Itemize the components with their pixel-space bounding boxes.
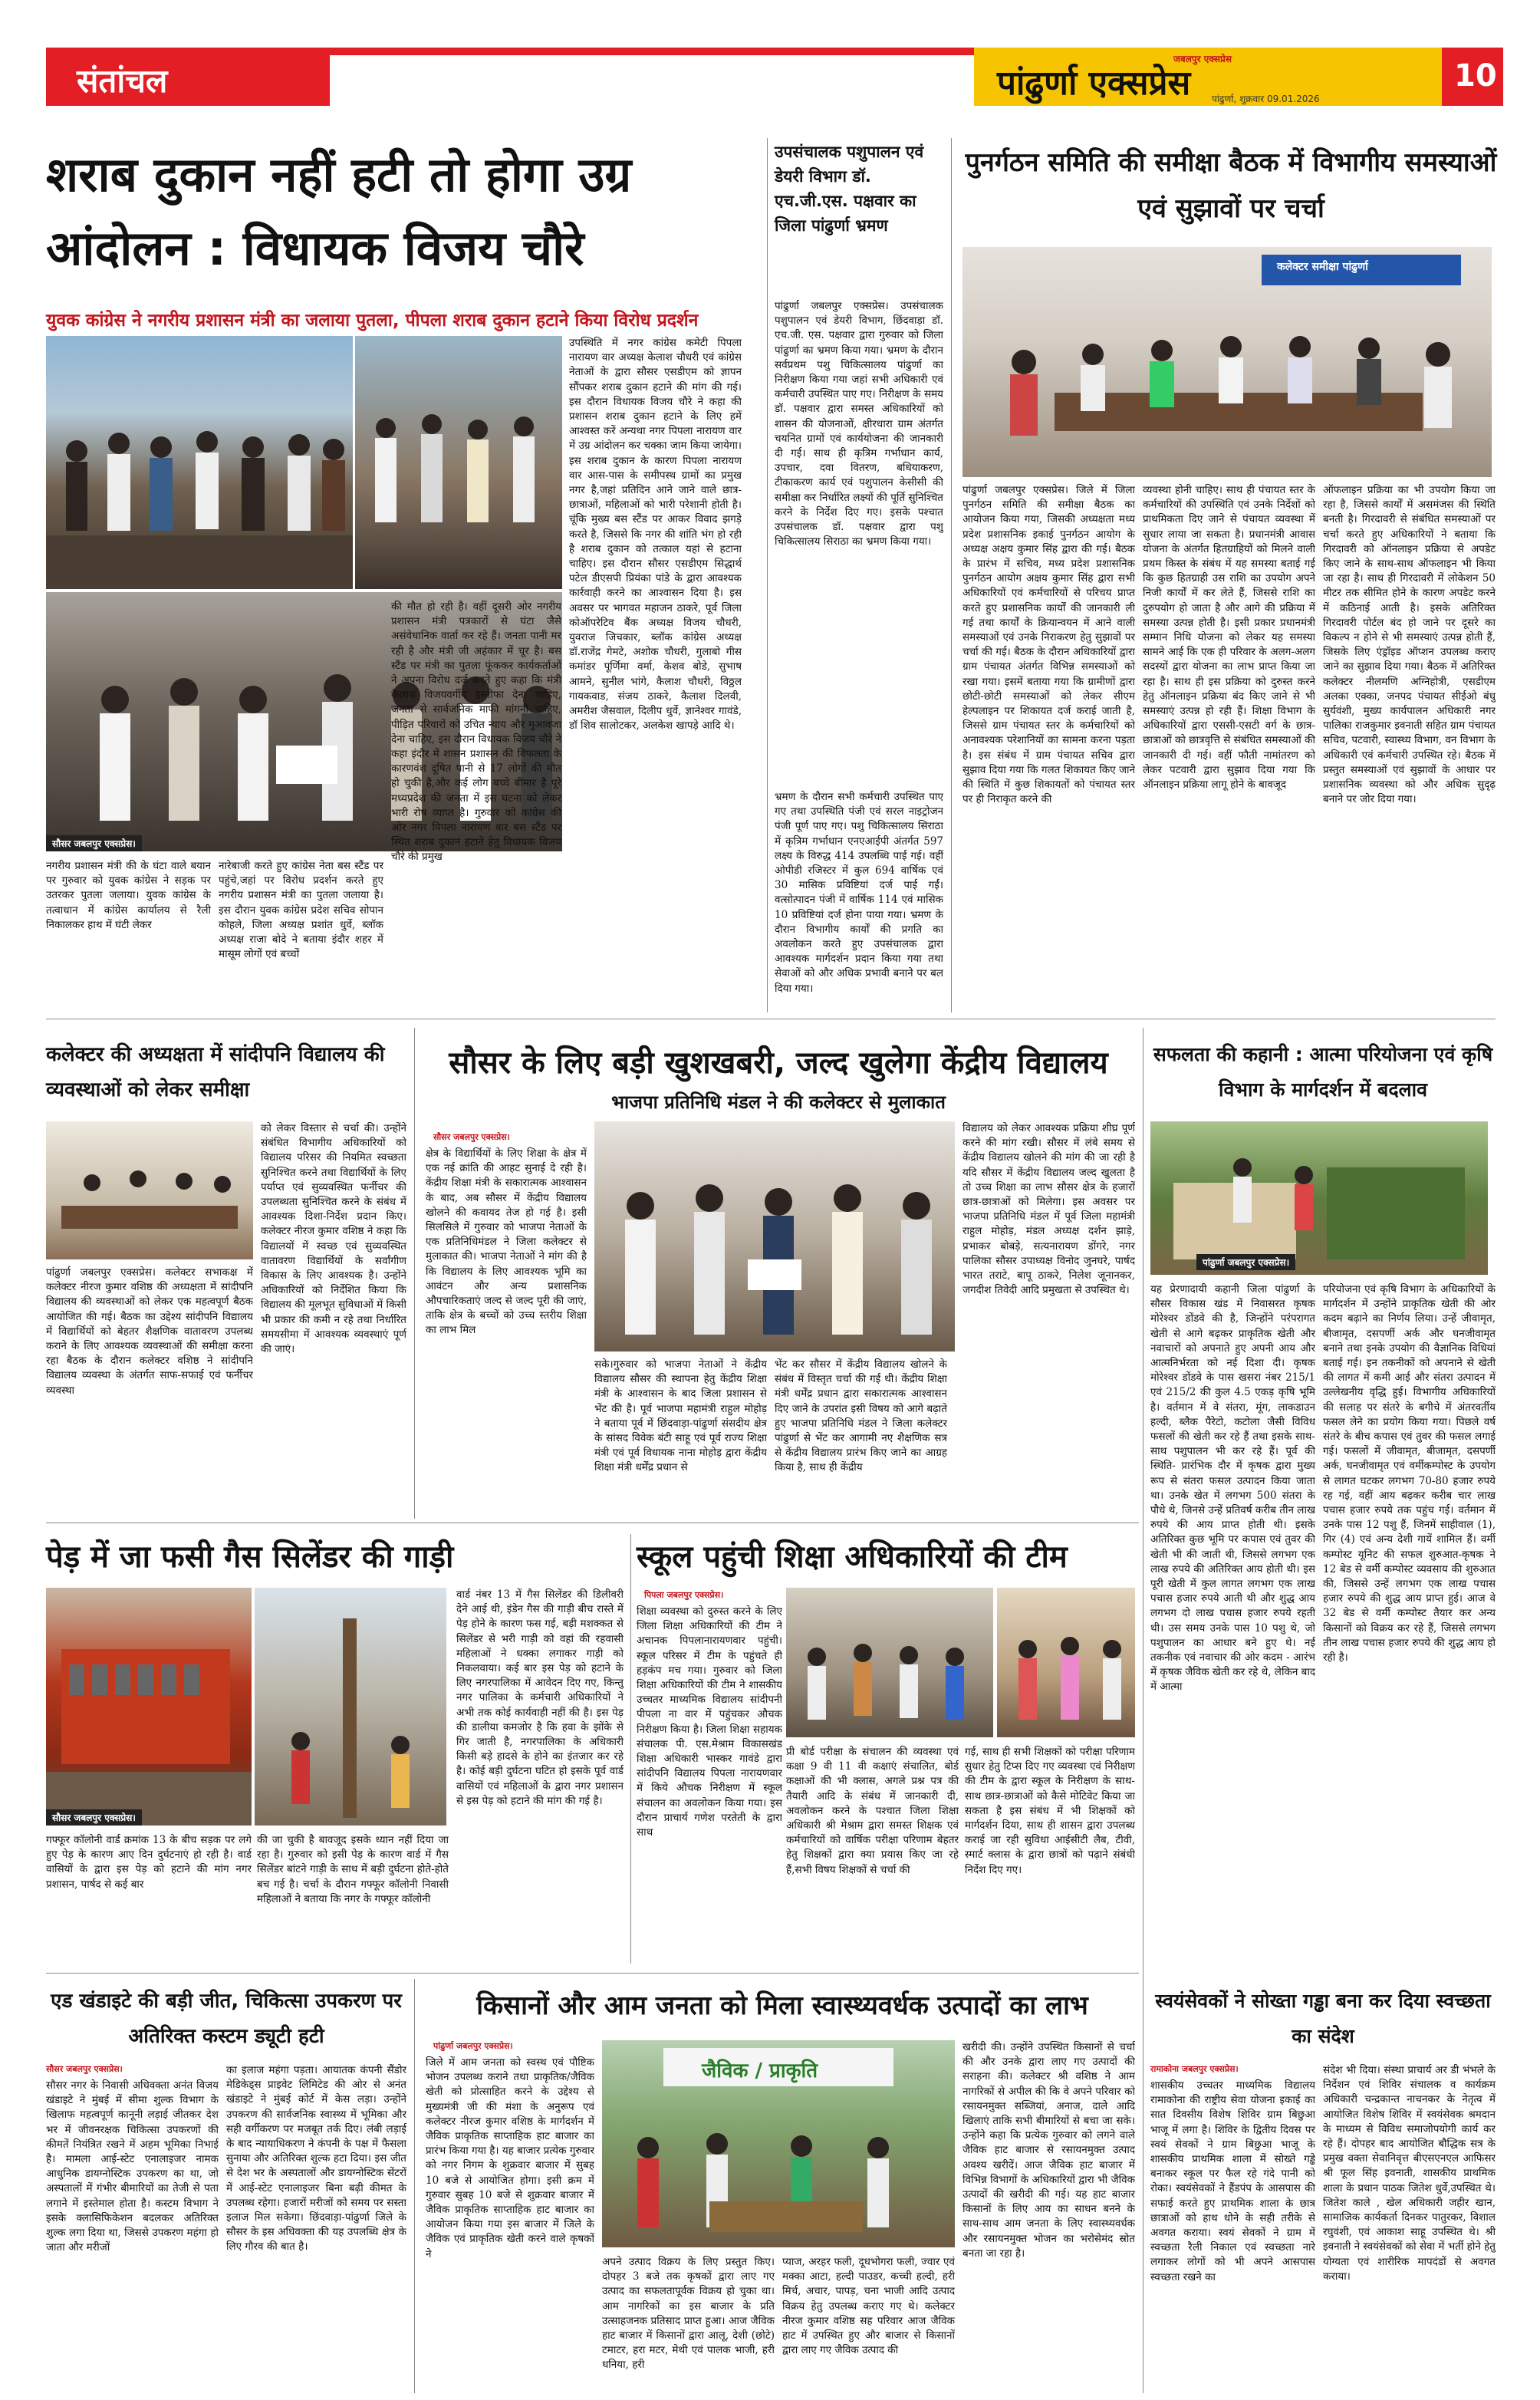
story1-text-col4 xyxy=(569,336,742,1014)
story4-headline: कलेक्टर की अध्यक्षता में सांदीपनि विद्यालय की व्यवस्थाओं को लेकर समीक्षा xyxy=(46,1043,385,1101)
story8-photo-classroom xyxy=(786,1588,993,1737)
story7-text-b: की जा चुकी है बावजूद इसके ध्यान नहीं दिया जा रहा है। गुरुवार को इसी पेड़ के कारण वार्ड में गैस सिलेंडर बांटने गाड़ी के साथ में बड़ी दुर्घटना होते-होते बच गई है। चर्चा के दौरान गफ्फूर कॉलोनी निवासी महिलाओं ने बताया कि नगर के गफ्फूर कॉलोनी xyxy=(257,1834,449,1905)
story1-text-col3 xyxy=(391,600,561,1014)
story1-text-a: नगरीय प्रशासन मंत्री की के घंटा वाले बयान पर गुरुवार को युवक कांग्रेस ने सड़क पर उतरकर पुतला जलाया। युवक कांग्रेस के तत्वाधान में कांग्रेस कार्यालय से रैली निकालकर हाथ में घंटी लेकर xyxy=(46,860,211,931)
story3-photo-banner: कलेक्टर समीक्षा पांढुर्णा xyxy=(1277,261,1368,273)
story5-photo-delegation xyxy=(594,1121,955,1351)
story11-text-col2 xyxy=(1323,2063,1496,2393)
column-rule xyxy=(414,1028,415,1519)
story10-text-b: अपने उत्पाद विक्रय के लिए प्रस्तुत किए। दोपहर 3 बजे तक कृषकों द्वारा लाए गए उत्पाद का सफलतापूर्वक विक्रय हो चुका था। आम नागरिकों का इस बाजार के प्रति उत्साहजनक प्रतिसाद प्राप्त हुआ। आज जैविक हाट बाजार में किसानों द्वारा आलू, देशी (छोटे) टमाटर, हरा मटर, मेथी एवं पालक भाजी, हरी धनिया, हरी xyxy=(602,2256,775,2372)
story3-text-a: पांढुर्णा जबलपुर एक्सप्रेस। जिले में जिला पुनर्गठन समिति की समीक्षा बैठक का आयोजन किया गया, जिसकी अध्यक्षता मध्य प्रदेश प्रशासनिक इकाई पुनर्गठन आयोग के अध्यक्ष अक्षय कुमार सिंह द्वारा की गई। बैठक के प्रारंभ में सचिव, मध्य प्रदेश प्रशासनिक पुनर्गठन आयोग अक्षय कुमार सिंह द्वारा सभी अधिकारियों एवं कर्मचारियों से परिचय प्राप्त करते हुए प्रशासनिक कार्यों की जानकारी ली गई तथा कार्यों के क्रियान्वयन में आने वाली समस्याओं एवं उनके निराकरण हेतु सुझावों पर चर्चा की गई। बैठक के दौरान अधिकारियों द्वारा ग्राम पंचायत अंतर्गत विभिन्न समस्याओं को रखा गया। इसमें बताया गया कि ग्रामीणों द्वारा छोटी-छोटी समस्याओं को लेकर सीएम हेल्पलाइन पर शिकायत दर्ज कराई जाती है, जिससे ग्राम पंचायत स्तर के कर्मचारियों को अनावश्यक परेशानियों का सामना करना पड़ता है। इस संबंध में ग्राम पंचायत सचिव द्वारा सुझाव दिया गया कि गलत शिकायत किए जाने की स्थिति में कुछ शिकायतों को पंचायत स्तर पर ही निराकृत करने की xyxy=(962,484,1135,806)
story1-subhead: युवक कांग्रेस ने नगरीय प्रशासन मंत्री का जलाया पुतला, पीपला शराब दुकान हटाने किया विरोध प्रदर्शन xyxy=(46,311,699,331)
crowd-illustration xyxy=(46,336,353,589)
story10-text-c: प्याज, अरहर फली, दूधभोगरा फली, ज्वार एवं मक्का आटा, हल्दी पाउडर, कच्ची हल्दी, हरी मिर्च, अचार, पापड़, चना भाजी आदि उत्पाद विक्रय हेतु उपलब्ध कराए गए थे। कलेक्टर नीरज कुमार वशिष्ठ सह परिवार आज जैविक हाट में उपस्थित हुए और बाजार से किसानों द्वारा लाए गए जैविक उत्पाद की xyxy=(782,2256,955,2357)
story5-text-d: विद्यालय को लेकर आवश्यक प्रक्रिया शीघ्र पूर्ण करने की मांग रखी। सौसर में लंबे समय से केंद्रीय विद्यालय खोलने की मांग की जा रही है यदि सौसर में केंद्रीय विद्यालय जल्द खुलता है तो उच्च शिक्षा का लाभ सौसर क्षेत्र के हजारों छात्र-छात्राओं को मिलेगा। इस अवसर पर भाजपा प्रतिनिधि मंडल में पूर्व जिला महामंत्री राहुल मोहोड़, मंडल अध्यक्ष दर्शन झाड़े, प्रभाकर बोबड़े, सत्यनारायण डोंगरे, नगर पालिका सौसर उपाध्यक्ष विनोद जुनघरे, पार्षद भारत तराटे, बापू ठाकरे, निलेश जूनानकर, जगदीश तिवेदी आदि प्रमुखता से उपस्थित थे। xyxy=(962,1122,1135,1297)
story5-text-col3 xyxy=(775,1358,947,1515)
story10-text-col4 xyxy=(962,2040,1135,2393)
story4-text-b: को लेकर विस्तार से चर्चा की। उन्होंने संबंधित विभागीय अधिकारियों को विद्यालय परिसर की नियमित स्वच्छता सुनिश्चित करने तथा विद्यार्थियों के लिए पर्याप्त एवं सुव्यवस्थित फर्नीचर की उपलब्धता सुनिश्चित करने के संबंध में आवश्यक दिशा-निर्देश प्रदान किए। कलेक्टर नीरज कुमार वशिष्ठ ने कहा कि विद्यालयों में स्वच्छ एवं सुव्यवस्थित वातावरण विद्यार्थियों के सर्वांगीण विकास के लिए आवश्यक है। उन्होंने अधिकारियों को निर्देशित किया कि विद्यालय की मूलभूत सुविधाओं में किसी भी प्रकार की कमी न रहे तथा निर्धारित समयसीमा में आवश्यक व्यवस्थाएं पूर्ण की जाएं। xyxy=(261,1122,406,1356)
section-rule xyxy=(46,1973,1139,1974)
dateline: पांढुर्णा, शुक्रवार 09.01.2026 xyxy=(1212,94,1320,104)
story8-photo-staff xyxy=(997,1588,1135,1737)
story7-photo-tree xyxy=(255,1588,446,1826)
story6-photo-farm xyxy=(1150,1121,1488,1275)
story1-text-col1 xyxy=(46,859,211,1012)
story2-text-col2 xyxy=(775,790,943,1012)
story8-text-a: शिक्षा व्यवस्था को दुरुस्त करने के लिए जिला शिक्षा अधिकारियों की टीम ने अचानक पिपलानारायणवार पहुंची। स्कूल परिसर में टीम के पहुंचते ही हड़कंप मच गया। गुरुवार को जिला शिक्षा अधिकारियों की टीम ने शासकीय उच्चतर माध्यमिक विद्यालय सांदीपनी पीपला ना वार में पहुंचकर औचक निरीक्षण किया है। जिला शिक्षा सहायक संचालक पी. एस.मेश्राम विकासखंड शिक्षा अधिकारी भास्कर गावंडे द्वारा सांदीपनि विद्यालय पिपला नारायणवार में किये औचक निरीक्षण में स्कूल संचालन का अवलोकन किया गया। इस दौरान प्राचार्य गणेश परतेती के द्वारा साथ xyxy=(637,1605,782,1839)
story7-text-c: वार्ड नंबर 13 में गैस सिलेंडर की डिलीवरी देने आई थी, इंडेन गैस की गाड़ी बीच रास्ते में पेड़ होने के कारण फस गई, बड़ी मशक्कत से सिलेंडर से भरी गाड़ी को वहां की रहवासी महिलाओं ने धक्का लगाकर गाड़ी को निकलवाया। कई बार इस पेड़ को हटाने के लिए नगरपालिका में आवेदन दिए गए, किन्तु नगर पालिका के कर्मचारी अधिकारियों ने अभी तक कोई कार्यवाही नहीं की है। इस पेड़ की डालीया कमजोर है कि हवा के झोंके से गिर जाती है, नगरपालिका के अधिकारी किसी बड़े हादसे के होने का इंतजार कर रहे है। कोई बड़ी दुर्घटना घटित हो इसके पूर्व वार्ड वासियों एवं महिलाओं के द्वारा नगर प्रशासन से इस पेड़ को हटाने की मांग की गई है। xyxy=(456,1588,624,1807)
story8-headline: स्कूल पहुंची शिक्षा अधिकारियों की टीम xyxy=(637,1539,1068,1575)
story10-text-col3 xyxy=(782,2255,955,2393)
story5-text-b: सके।गुरुवार को भाजपा नेताओं ने केंद्रीय विद्यालय सौसर की स्थापना हेतु केंद्रीय शिक्षा मंत्री के आश्वासन के बाद जिला प्रशासन से भेंट की है। पूर्व भाजपा महामंत्री राहुल मोहोड़ ने बताया पूर्व में छिंदवाड़ा-पांढुर्णा संसदीय क्षेत्र के सांसद विवेक बंटी साहू एवं पूर्व राज्य शिक्षा मंत्री एवं पूर्व विधायक नाना मोहोड़ द्वारा केंद्रीय शिक्षा मंत्री धर्मेंद्र प्रधान से xyxy=(594,1358,767,1474)
story11-text-col1 xyxy=(1150,2079,1315,2393)
story8-byline: पिपला जबलपुर एक्सप्रेस। xyxy=(644,1590,724,1600)
story5-text-col1 xyxy=(426,1147,587,1515)
story7-text-a: गफ्फूर कॉलोनी वार्ड क्रमांक 13 के बीच सड़क पर लगे हुए पेड़ के कारण आए दिन दुर्घटनाएं हो रही है। वार्ड वासियों के द्वारा इस पेड़ को हटाने की मांग नगर प्रशासन, पार्षद से कई बार xyxy=(46,1834,252,1891)
story4-text-col1 xyxy=(46,1266,253,1511)
story9-byline: सौसर जबलपुर एक्सप्रेस। xyxy=(46,2064,123,2074)
story10-photo-market xyxy=(602,2040,955,2247)
story11-text-b: संदेश भी दिया। संस्था प्राचार्य अर डी भंभले के निर्देशन एवं शिविर संचालक व कार्यक्रम अधिकारी चन्द्रकान्त नाचनकर के नेतृत्व में आयोजित विशेष शिविर में स्वयंसेवक श्रमदान के माध्यम से विविध समाजोपयोगी कार्य कर रहे हैं। दोपहर बाद आयोजित बौद्धिक सत्र के प्रमुख वक्ता सेवानिवृत्त बीएसएनएल आफिसर श्री फूल सिंह इवनाती, शासकीय प्राथमिक शाला के प्रधान पाठक जितेश धुर्वे,उपस्थित थे। जितेश काले , खेल अधिकारी जहीर खान, सामाजिक कार्यकर्ता दिनकर पातुरकर, विशाल रघुवंशी, एवं आकाश साहू उपस्थित थे। श्री इवनाती ने स्वयंसेवकों को सेवा में भर्ती होने हेतु योग्यता एवं शारीरिक मापदंडों से अवगत कराया। xyxy=(1323,2064,1496,2283)
story3-text-col2 xyxy=(1143,483,1315,1012)
story7-text-col1 xyxy=(46,1833,252,1971)
column-rule xyxy=(630,1534,631,1964)
column-rule xyxy=(414,1979,415,2393)
story4-photo-meeting xyxy=(46,1121,253,1259)
farm-illustration xyxy=(1150,1121,1488,1275)
story8-text-b: प्री बोर्ड परीक्षा के संचालन की व्यवस्था एवं कक्षा 9 वी 11 वी कक्षाएं संचालित, बोर्ड कक्षाओं की भी क्लास, अगले प्रश्न पत्र की तैयारी आदि के संबंध में जानकारी दी, अवलोकन करने के पश्चात जिला शिक्षा अधिकारी श्री मेश्राम द्वारा समस्त शिक्षक एवं कर्मचारियों को वार्षिक परीक्षा परिणाम बेहतर हेतु शिक्षकों द्वारा क्या प्रयास किए जा रहे हैं,सभी विषय शिक्षकों से चर्चा की xyxy=(786,1746,959,1876)
story1-text-b: नारेबाजी करते हुए कांग्रेस नेता बस स्टैंड पर पहुंचे,जहां पर विरोध प्रदर्शन करते हुए नगरीय प्रशासन मंत्री का पुतला जलाया है। इस दौरान युवक कांग्रेस प्रदेश सचिव सोपान कोहले, जिला अध्यक्ष प्रशांत धुर्वे, ब्लॉक अध्यक्ष राजा बोदे ने बताया इंदौर शहर में मासूम लोगों एवं बच्चों xyxy=(219,860,383,961)
staff-illustration xyxy=(997,1588,1135,1737)
story6-byline: पांढुर्णा जबलपुर एक्सप्रेस। xyxy=(1196,1254,1295,1270)
classroom-illustration xyxy=(786,1588,993,1737)
story3-headline: पुनर्गठन समिति की समीक्षा बैठक में विभागीय समस्याओं एवं सुझावों पर चर्चा xyxy=(965,147,1497,224)
story10-text-col2 xyxy=(602,2255,775,2393)
story9-headline: एड खंडाइटे की बड़ी जीत, चिकित्सा उपकरण पर अतिरिक्त कस्टम ड्यूटी हटी xyxy=(51,1990,402,2048)
story10-stall-sign: जैविक / प्राकृति xyxy=(702,2059,818,2082)
story6-text-a: यह प्रेरणादायी कहानी जिला पांढुर्णा के सौसर विकास खंड में निवासरत कृषक मोरेश्वर डोंडवे की है, जिन्होंने परंपरागत खेती से आगे बढ़कर प्राकृतिक खेती और नवाचारों को अपनाते हुए अपनी आय और आत्मनिर्भरता को नई दिशा दी। कृषक मोरेश्वर डोंडवे के पास खसरा नंबर 215/1 एवं 215/2 की कुल 4.5 एकड़ कृषि भूमि है। वर्तमान में वे संतरा, मूंग, लाकडाउन हल्दी, ब्लैक पैरेटो, कटोला जैसी विविध फसलों की खेती कर रहे हैं तथा इसके साथ-साथ पशुपालन भी कर रहे हैं। पूर्व की स्थिति- प्रारंभिक दौर में कृषक द्वारा मुख्य रूप से संतरा फसल उत्पादन किया जाता था। उनके खेत में लगभग 500 संतरा के पौधे थे, जिनसे उन्हें प्रतिवर्ष करीब तीन लाख रुपये की आय प्राप्त होती थी। इसके अतिरिक्त कुछ भूमि पर कपास एवं तुवर की खेती भी की जाती थी, जिससे लगभग एक लाख रुपये की अतिरिक्त आय होती थी। इस पूरी खेती में कुल लागत लगभग एक लाख पचास हजार रुपये आती थी और शुद्ध आय लगभग दो लाख पचास हजार रुपये रहती थी। उस समय उनके पास 10 पशु थे, जो पशुपालन का आधार बने हुए थे। नई तकनीक एवं नवाचार की ओर कदम - आरंभ में कृषक जैविक खेती कर रहे थे, लेकिन बाद में आत्मा xyxy=(1150,1283,1315,1694)
story3-text-c: ऑफलाइन प्रक्रिया का भी उपयोग किया जा रहा है, जिससे कार्यों में असमंजस की स्थिति बनती है। गिरदावरी से संबंधित समस्याओं पर चर्चा करते हुए अधिकारियों ने बताया कि गिरदावरी को ऑनलाइन प्रक्रिया से अपडेट किए जाने के साथ-साथ ऑफलाइन भी किया जा रहा है। साथ ही गिरदावरी में लोकेशन 50 मीटर तक सीमित होने के कारण अपडेट करने में कठिनाई आती है। इसके अतिरिक्त गिरदावरी पोर्टल बंद हो जाने पर दूसरे का विकल्प न होने से भी समस्याएं उत्पन्न होती हैं, जिसके लिए एंड्रॉइड ऑप्शन उपलब्ध कराए जाने का सुझाव दिया गया। बैठक में अतिरिक्त कलेक्टर नीलमणि अग्निहोत्री, एसडीएम अलका एक्का, जनपद पंचायत सीईओ बंधु सुर्यवंशी, मुख्य कार्यपालन अधिकारी नगर पालिका राजकुमार इवनाती सहित ग्राम पंचायत सचिव, पटवारी, स्वास्थ्य विभाग, वन विभाग के अधिकारी एवं कर्मचारी उपस्थित रहे। बैठक में प्रस्तुत समस्याओं एवं सुझावों के आधार पर प्रशासनिक व्यवस्था को और अधिक सुदृढ़ बनाने पर जोर दिया गया। xyxy=(1323,484,1496,806)
story2-text-a: पांढुर्णा जबलपुर एक्सप्रेस। उपसंचालक पशुपालन एवं डेयरी विभाग, छिंदवाड़ा डॉ. एच.जी. एस. पक्षवार द्वारा गुरुवार को जिला पांढुर्णा का भ्रमण किया गया। भ्रमण के दौरान सर्वप्रथम पशु चिकित्सालय पांढुर्णा का निरीक्षण किया गया जहां सभी अधिकारी एवं कर्मचारी उपस्थित पाए गए। निरीक्षण के समय डॉ. पक्षवार द्वारा समस्त अधिकारियों को शासन की योजनाओं, क्षीरधारा ग्राम अंतर्गत चयनित ग्रामों एवं कार्ययोजना की जानकारी दी गई। साथ ही कृत्रिम गर्भाधान कार्य, उपचार, दवा वितरण, बधियाकरण, टीकाकरण कार्य एवं पशुपालन केसीसी की समीक्षा कर निर्धारित लक्ष्यों की पूर्ति सुनिश्चित करने के निर्देश दिए गए। इसके पश्चात उपसंचालक डॉ. पक्षवार द्वारा पशु चिकित्सालय सिराठा का भ्रमण किया गया। xyxy=(775,300,943,548)
section-label: संतांचल xyxy=(77,62,168,100)
story2-headline: उपसंचालक पशुपालन एवं डेयरी विभाग डॉ. एच.जी.एस. पक्षवार का जिला पांढुर्णा भ्रमण xyxy=(775,143,924,235)
page-number: 10 xyxy=(1454,58,1497,94)
story5-subhead: भाजपा प्रतिनिधि मंडल ने की कलेक्टर से मुलाकात xyxy=(611,1091,946,1113)
story9-text-col1 xyxy=(46,2079,219,2393)
story1-text-c: की मौत हो रही है। वहीं दूसरी ओर नगरीय प्रशासन मंत्री पत्रकारों से घंटा जैसे असंवेधानिक वार्ता कर रहे हैं। जनता पानी मर रही है और मंत्री जी अहंकार में चूर है। बस स्टैंड पर मंत्री का पुतला फूंककर कार्यकर्ताओं ने अपना विरोध दर्ज करते हुए कहा कि मंत्री कैलाश विजयवर्गीय इस्तीफा देना चाहिए, जनता से सार्वजनिक माफी मांगनी चाहिए, पीड़ित परिवारों को उचित न्याय और मुआवजा देना चाहिए, इस दौरान विधायक विजय चौरे ने कहा इंदौर में शासन प्रशासन की विफलता के कारणवंश दूषित पानी से 17 लोगों की मौत हो चुकी है,और कई लोग बच्चे बीमार है पूरे मध्यप्रदेश की जनता में इस घटना को लेकर भारी रोष व्याप्त है। गुरुवार को कांग्रेस की ओर नगर पिपला नारायण वार बस स्टैंड पर स्थित शराब दुकान हटाने हेतु विधायक विजय चौरे की प्रमुख xyxy=(391,601,561,864)
paper-tag: जबलपुर एक्सप्रेस xyxy=(1173,54,1232,64)
story7-photo-truck xyxy=(46,1588,252,1826)
story1-photo-crowd xyxy=(355,336,562,589)
story1-text-d: उपस्थिति में नगर कांग्रेस कमेटी पिपला नारायण वार अध्यक्ष केलाश चौधरी एवं कांग्रेस नेताओं के द्वारा सौसर एसडीएम को ज्ञापन सौंपकर शराब दुकान हटाने की मांग की गई। इस दौरान विधायक विजय चौरे ने कहा की प्रशासन शराब दुकान हटाने के लिए हमें आश्वस्त करें अन्यथा नगर पिपला नारायण वार में उग्र आंदोलन कर चक्का जाम किया जायेगा। इस शराब दुकान के कारण पिपला नारायण वार आस-पास के समीपस्थ ग्रामों का प्रमुख नगर है,जहां प्रतिदिन आने जाने वाले छात्र-छात्राओं, महिलाओं को भारी परेशानी होती है। चूंकि मुख्य बस स्टैंड पर आकर विवाद झगड़े करते है, जिससे कि नगर की शांति भंग हो रही है शराब दुकान को तत्काल यहां से हटाना चाहिए। इस दौरान सौसर एसडीएम सिद्धार्थ पटेल डीएसपी प्रियंका पांडे के द्वारा आवश्यक कार्रवाही करने का आश्वासन दिया है। इस अवसर पर भागवत महाजन ठाकरे, पूर्व जिला कोऑपरेटिव बैंक अध्यक्ष विजय चौधरी, युवराज जिचकार, ब्लॉक कांग्रेस अध्यक्ष डॉ.राजेंद्र गेमटे, अशोक चौधरी, गुलाबो गीस कमांडर पूर्णिमा वर्मा, केशव बोडे, सुभाष आमने, सुनील भांगे, कैलाश चौधरी, विठ्ठल गायकवाड, संजय ठाकरे, कैलाश दिलवी, अमरीश जैसवाल, दिलीप धुर्वे, ज्ञानेश्वर गावंडे, डॉ शिव सालोटकर, अलकेश खापड़े आदि थे। xyxy=(569,337,742,733)
masthead xyxy=(46,48,1503,106)
story10-text-col1 xyxy=(426,2056,594,2393)
story8-text-col1 xyxy=(637,1605,782,1965)
story3-text-col1 xyxy=(962,483,1135,1012)
story8-text-c: गई, साथ ही सभी शिक्षकों को परीक्षा परिणाम सुधार हेतु टिप्स दिए गए व्यवस्था एवं निरीक्षण की टीम के द्वारा स्कूल के निरीक्षण के साथ-साथ छात्र-छात्राओं को कैसे मोटिवेट किया जा सकता है इस संबंध में भी शिक्षकों को मार्गदर्शन दिया, साथ ही शासन द्वारा उपलब्ध कराई जा रही सुविधा आईसीटी लैब, टीवी, स्मार्ट क्लास के द्वारा छात्रों को पढ़ाने संबंधी निर्देश दिए गए। xyxy=(965,1746,1135,1876)
delegation-illustration xyxy=(594,1121,955,1351)
story10-headline: किसानों और आम जनता को मिला स्वास्थ्यवर्धक उत्पादों का लाभ xyxy=(476,1990,1088,2021)
story5-text-col2 xyxy=(594,1358,767,1515)
story10-text-a: जिले में आम जनता को स्वस्थ एवं पौष्टिक भोजन उपलब्ध कराने तथा प्राकृतिक/जैविक खेती को प्रोत्साहित करने के उद्देश्य से मुख्यमंत्री जी की मंशा के अनुरूप एवं कलेक्टर नीरज कुमार वशिष्ठ के मार्गदर्शन में जैविक प्राकृतिक साप्ताहिक हाट बाजार का प्रारंभ किया गया है। यह बाजार प्रत्येक गुरुवार को नगर निगम के शुक्रवार बाजार में सुबह 10 बजे से आयोजित होगा। इसी क्रम में गुरुवार सुबह 10 बजे से शुक्रवार बाजार में जैविक प्राकृतिक साप्ताहिक हाट बाजार का आयोजन किया गया इस बाजार में जिले के जैविक एवं प्राकृतिक खेती करने वाले कृषकों ने xyxy=(426,2056,594,2260)
story7-photo-caption: सौसर जबलपुर एक्सप्रेस। xyxy=(46,1809,142,1826)
meeting-illustration xyxy=(46,1121,253,1259)
story5-byline: सौसर जबलपुर एक्सप्रेस। xyxy=(433,1132,510,1142)
story7-headline: पेड़ में जा फसी गैस सिलेंडर की गाड़ी xyxy=(46,1539,454,1575)
story2-text-col1 xyxy=(775,299,943,790)
story11-headline: स्वयंसेवकों ने सोख्ता गड्ढा बना कर दिया स्वच्छता का संदेश xyxy=(1150,1984,1496,2054)
story2-text-b: भ्रमण के दौरान सभी कर्मचारी उपस्थित पाए गए तथा उपस्थिति पंजी एवं सरल नाइट्रोजन पंजी पूर्ण पाए गए। पशु चिकित्सालय सिराठा में कृत्रिम गर्भाधान एनएआईपी अंतर्गत 597 लक्ष्य के विरुद्ध 414 उपलब्धि पाई गई। वहीं ओपीडी रजिस्टर में कुल 694 वार्षिक एवं 30 मासिक प्रविष्टियां दर्ज पाई गईं। वत्सोत्पादन पंजी में वार्षिक 114 एवं मासिक 10 प्रविष्टियां दर्ज होना पाया गया। भ्रमण के दौरान विभागीय कार्यों की प्रगति का अवलोकन करते हुए उपसंचालक द्वारा आवश्यक मार्गदर्शन प्रदान किया गया तथा सेवाओं को और अधिक प्रभावी बनाने पर बल दिया गया। xyxy=(775,791,943,995)
story11-byline: रामाकोना जबलपुर एक्सप्रेस। xyxy=(1150,2064,1239,2074)
story3-text-col3 xyxy=(1323,483,1496,1012)
story1-text-col2 xyxy=(219,859,383,1012)
story8-text-col2 xyxy=(786,1745,959,1967)
story5-headline: सौसर के लिए बड़ी खुशखबरी, जल्द खुलेगा केंद्रीय विद्यालय xyxy=(449,1045,1108,1081)
story9-text-col2 xyxy=(226,2063,406,2393)
story11-text-a: शासकीय उच्चतर माध्यमिक विद्यालय रामाकोना की राष्ट्रीय सेवा योजना इकाई का सात दिवसीय विशेष शिविर ग्राम बिछुआ भाजू में लगा है। शिविर के द्वितीय दिवस पर स्वयं सेवकों ने ग्राम बिछुआ भाजू के शासकीय प्राथमिक शाला में सोख्ते गड्ढे बनाकर स्कूल पर फैल रहे गंदे पानी को रोका। स्वयंसेवकों ने हैंडपंप के आसपास की सफाई करते हुए प्राथमिक शाला के छात्र छात्राओं को हाथ धोने के सही तरीके से अवगत कराया। स्वयं सेवकों ने ग्राम में स्वच्छता रैली निकाल एवं स्वच्छता नारे लगाकर लोगों को भी अपने आसपास स्वच्छता रखने का xyxy=(1150,2079,1315,2283)
column-rule xyxy=(951,138,952,1012)
truck-illustration xyxy=(46,1588,252,1826)
story7-text-col3 xyxy=(456,1588,624,1971)
story9-text-a: सौसर नगर के निवासी अधिवक्ता अनंत विजय खंडाइटे ने मुंबई में सीमा शुल्क विभाग के खिलाफ महत्वपूर्ण कानूनी लड़ाई जीतकर देश भर में जीवनरक्षक चिकित्सा उपकरणों की कीमतें नियंत्रित रखने में अहम भूमिका निभाई है। मामला आई-स्टेट एनालाइजर नामक आधुनिक डायग्नोस्टिक उपकरण का था, जो अस्पतालों में गंभीर बीमारियों का तेजी से पता लगाने में इस्तेमाल होता है। कस्टम विभाग ने इसके क्लासिफिकेशन बदलकर अतिरिक्त शुल्क लगा दिया था, जिससे उपकरण महंगा हो जाता और मरीजों xyxy=(46,2079,219,2254)
story1-photo-caption: सौसर जबलपुर एक्सप्रेस। xyxy=(46,835,142,851)
column-rule xyxy=(767,138,768,1012)
story8-text-col3 xyxy=(965,1745,1135,1967)
story3-photo-meeting xyxy=(962,247,1492,477)
story1-photo-protest xyxy=(46,336,353,589)
story3-text-b: व्यवस्था होनी चाहिए। साथ ही पंचायत स्तर के कर्मचारियों की उपस्थिति एवं उनके निर्देशों को प्राथमिकता दिए जाने से पंचायत व्यवस्था में सुधार लाया जा सकता है। प्रधानमंत्री आवास योजना के अंतर्गत हितग्राहियों को मिलने वाली प्रथम किस्त के संबंध में यह समस्या बताई गई कि कुछ हितग्राही उस राशि का उपयोग अपने निजी कार्यों में कर लेते हैं, जिससे राशि का दुरुपयोग हो जाता है और आगे की प्रक्रिया में समस्या उत्पन्न होती है। इसी प्रकार प्रधानमंत्री सम्मान निधि योजना को लेकर यह समस्या सामने आई कि एक ही परिवार के अलग-अलग सदस्यों द्वारा योजना का लाभ प्राप्त किया जा रहा है। साथ ही इस प्रक्रिया को दुरुस्त करने हेतु ऑनलाइन प्रक्रिया बंद किए जाने से भी समस्याएं उत्पन्न हो रही हैं। शिक्षा विभाग के अधिकारियों द्वारा एससी-एसटी वर्ग के छात्र-छात्राओं को छात्रवृत्ति से संबंधित समस्याओं की जानकारी दी गई। वहीं फौती नामांतरण को लेकर पटवारी द्वारा सुझाव दिया गया कि ऑनलाइन प्रक्रिया लागू होने के बावजूद xyxy=(1143,484,1315,792)
story7-text-col2 xyxy=(257,1833,449,1971)
crowd-illustration xyxy=(355,336,562,589)
story10-byline: पांढुर्णा जबलपुर एक्सप्रेस। xyxy=(433,2041,513,2051)
story4-text-col2 xyxy=(261,1121,406,1513)
story9-text-b: का इलाज महंगा पड़ता। आयातक कंपनी सैंडोर मेडिकेड्स प्राइवेट लिमिटेड की ओर से अनंत खंडाइटे ने मुंबई कोर्ट में केस लड़ा। उन्होंने उपकरण की सार्वजनिक स्वास्थ्य में भूमिका और सही वर्गीकरण पर मजबूत तर्क दिए। लंबी लड़ाई के बाद न्यायाधिकरण ने कंपनी के पक्ष में फैसला सुनाया और अतिरिक्त शुल्क हटा दिया। इस जीत से देश भर के अस्पतालों और डायग्नोस्टिक सेंटरों में आई-स्टेट एनालाइजर बिना बढ़ी कीमत के उपलब्ध रहेगा। हजारों मरीजों को समय पर सस्ता इलाज मिल सकेगा। छिंदवाड़ा-पांढुर्णा जिले के सौसर के इस अधिवक्ता की यह उपलब्धि क्षेत्र के लिए गौरव की बात है। xyxy=(226,2064,406,2253)
story5-text-a: क्षेत्र के विद्यार्थियों के लिए शिक्षा के क्षेत्र में एक नई क्रांति की आहट सुनाई दे रही है। केंद्रीय शिक्षा मंत्री के सकारात्मक आश्वासन के बाद, अब सौसर में केंद्रीय विद्यालय खोलने की कवायद तेज हो गई है। इसी सिलसिले में गुरुवार को भाजपा नेताओं के एक प्रतिनिधिमंडल ने जिला कलेक्टर से मुलाकात की। भाजपा नेताओं ने मांग की है कि विद्यालय के लिए आवश्यक भूमि का आवंटन और अन्य प्रशासनिक औपचारिकताएं जल्द से जल्द पूरी की जाएं, ताकि क्षेत्र के बच्चों को उच्च स्तरीय शिक्षा का लाभ मिल xyxy=(426,1147,587,1337)
story6-headline: सफलता की कहानी : आत्मा परियोजना एवं कृषि विभाग के मार्गदर्शन में बदलाव xyxy=(1153,1043,1493,1101)
story10-text-d: खरीदी की। उन्होंने उपस्थित किसानों से चर्चा की और उनके द्वारा लाए गए उत्पादों की सराहना की। कलेक्टर श्री वशिष्ठ ने आम नागरिकों से अपील की कि वे अपने परिवार को रसायनमुक्त सब्जियां, अनाज, दाले आदि खिलाएं ताकि सभी बीमारियों से बचा जा सके। उन्होंने कहा कि प्रत्येक गुरुवार को लगने वाले जैविक हाट बाजार से रसायनमुक्त उत्पाद अवश्य खरीदें। आज जैविक हाट बाजार में विभिन्न विभागों के अधिकारियों द्वारा भी जैविक उत्पादों की खरीदी की गई। यह हाट बाजार किसानों के लिए आय का साधन बनने के साथ-साथ आम जनता के लिए स्वास्थ्यवर्धक और रसायनमुक्त भोजन का भरोसेमंद स्रोत बनता जा रहा है। xyxy=(962,2041,1135,2260)
story6-text-b: परियोजना एवं कृषि विभाग के अधिकारियों के मार्गदर्शन में उन्होंने प्राकृतिक खेती की ओर कदम बढ़ाने का निर्णय लिया। उन्हें जीवामृत, बीजामृत, दसपर्णी अर्क और घनजीवामृत बनाने तथा इनके उपयोग की वैज्ञानिक विधियां बताई गई। इन तकनीकों को अपनाने से खेती की लागत में कमी आई और संतरा उत्पादन में उल्लेखनीय वृद्धि हुई। विभागीय अधिकारियों की सलाह पर संतरे के बगीचे में अंतरवर्तीय फसल लेने का प्रयोग किया गया। पिछले वर्ष संतरे के बीच कपास एवं तुवर की फसल लगाई गई। फसलों में जीवामृत, बीजामृत, दसपर्णी अर्क, घनजीवामृत एवं वर्मीकम्पोस्ट के उपयोग से लागत घटकर लगभग 70-80 हजार रुपये रह गई, वहीं आय बढ़कर करीब चार लाख पचास हजार रुपये तक पहुंच गई। वर्तमान में उनके पास 12 पशु हैं, जिनमें साहीवाल (1), गिर (4) एवं अन्य देशी गायें शामिल हैं। वर्मी कम्पोस्ट यूनिट की सफल शुरुआत-कृषक ने 12 बेड से वर्मी कम्पोस्ट व्यवसाय की शुरुआत की, जिससे उन्हें लगभग एक लाख पचास हजार रुपये की शुद्ध आय प्राप्त हुई। आज वे 32 बेड से वर्मी कम्पोस्ट तैयार कर अन्य किसानों को विक्रय कर रहे हैं, जिससे लगभग तीन लाख पचास हजार रुपये की शुद्ध आय हो रही है। xyxy=(1323,1283,1496,1664)
tree-illustration xyxy=(255,1588,446,1826)
paper-name: पांढुर्णा एक्सप्रेस xyxy=(997,64,1191,103)
story1-headline: शराब दुकान नहीं हटी तो होगा उग्र आंदोलन : विधायक विजय चौरे xyxy=(46,147,632,276)
story4-text-a: पांढुर्णा जबलपुर एक्सप्रेस। कलेक्टर सभाकक्ष में कलेक्टर नीरज कुमार वशिष्ठ की अध्यक्षता में सांदीपनि विद्यालय की व्यवस्थाओं को लेकर एक महत्वपूर्ण बैठक आयोजित की गई। बैठक का उद्देश्य सांदीपनि विद्यालय में विद्यार्थियों को बेहतर शैक्षणिक वातावरण उपलब्ध कराने के लिए आवश्यक व्यवस्थाओं की समीक्षा करना रहा बैठक के दौरान कलेक्टर वशिष्ठ ने सांदीपनि विद्यालय व्यवस्था के अंतर्गत साफ-सफाई एवं फर्नीचर व्यवस्था xyxy=(46,1266,253,1397)
meeting-room-illustration xyxy=(962,247,1492,477)
story5-text-c: भेंट कर सौसर में केंद्रीय विद्यालय खोलने के संबंध में विस्तृत चर्चा की गई थी। केंद्रीय शिक्षा मंत्री धर्मेंद्र प्रधान द्वारा सकारात्मक आश्वासन दिए जाने के उपरांत इसी विषय को आगे बढ़ाते हुए भाजपा प्रतिनिधि मंडल ने जिला कलेक्टर पांढुर्णा से भेंट कर आगामी नए शैक्षणिक सत्र से केंद्रीय विद्यालय प्रारंभ किए जाने का आग्रह किया है, साथ ही केंद्रीय xyxy=(775,1358,947,1474)
story5-text-col4 xyxy=(962,1121,1135,1514)
